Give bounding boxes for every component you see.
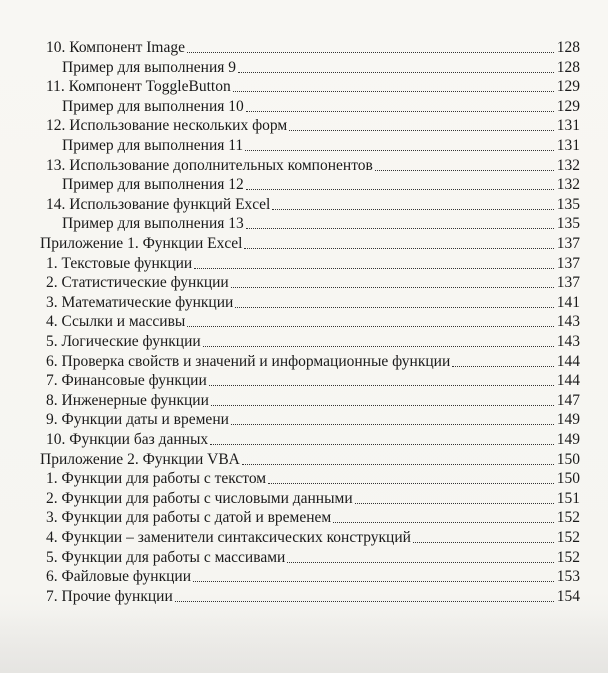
toc-entry-title: Пример для выполнения 9: [62, 58, 237, 76]
toc-entry: [46, 489, 580, 509]
toc-entry-page-number: 150: [556, 450, 580, 468]
toc-entry: [46, 410, 580, 430]
toc-entry: [46, 156, 580, 176]
toc-entry-page-number: 129: [556, 97, 580, 115]
toc-leader-dots: [246, 111, 554, 112]
toc-entry-page-number: 154: [556, 587, 580, 605]
toc-leader-dots: [355, 503, 554, 504]
toc-entry-title: Пример для выполнения 10: [62, 97, 244, 115]
toc-leader-dots: [211, 405, 554, 406]
toc-leader-dots: [246, 228, 554, 229]
toc-leader-dots: [244, 248, 554, 249]
toc-entry: [46, 371, 580, 391]
toc-entry-title: 4. Функции – заменители синтаксических конструкций: [46, 529, 411, 546]
toc-entry-title: 6. Файловые функции: [46, 568, 192, 586]
toc-entry-title: 9. Функции даты и времени: [46, 411, 229, 429]
toc-entry-page-number: 137: [556, 274, 580, 292]
page-bottom-shadow: [0, 610, 608, 673]
toc-leader-dots: [175, 601, 554, 602]
toc-entry: [40, 234, 580, 254]
toc-entry-page-number: 137: [556, 235, 580, 252]
toc-entry: [46, 116, 580, 136]
toc-entry: [62, 175, 580, 195]
toc-entry-page-number: 131: [556, 117, 580, 135]
toc-entry: [46, 254, 580, 274]
toc-entry-page-number: 149: [556, 411, 580, 429]
toc-leader-dots: [209, 385, 554, 386]
toc-entry-title: 5. Логические функции: [46, 333, 201, 350]
toc-entry: [46, 548, 580, 568]
toc-entry-page-number: 153: [556, 568, 580, 586]
toc-leader-dots: [235, 307, 554, 308]
toc-entry-page-number: 143: [556, 333, 580, 350]
toc-entry-page-number: 149: [556, 431, 580, 448]
toc-entry-page-number: 147: [556, 391, 580, 409]
toc-entry-title: Пример для выполнения 11: [62, 137, 244, 154]
toc-entry-page-number: 128: [556, 58, 580, 76]
toc-entry: [46, 38, 580, 58]
toc-leader-dots: [375, 170, 554, 171]
toc-leader-dots: [246, 189, 554, 190]
toc-leader-dots: [268, 483, 554, 484]
toc-leader-dots: [452, 366, 554, 367]
toc-entry-title: 13. Использование дополнительных компонентов: [46, 156, 373, 174]
toc-entry-page-number: 143: [556, 313, 580, 331]
toc-entry-title: 3. Математические функции: [46, 293, 234, 311]
toc-entry-title: 3. Функции для работы с датой и временем: [46, 509, 332, 527]
toc-entry-title: 2. Функции для работы с числовыми данными: [46, 489, 353, 507]
toc-entry-page-number: 132: [556, 156, 580, 174]
toc-entry-title: 7. Прочие функции: [46, 587, 173, 605]
toc-entry: [46, 567, 580, 587]
toc-entry-page-number: 150: [556, 470, 580, 488]
toc-entry: [40, 450, 580, 470]
toc-entry: [46, 508, 580, 528]
toc-entry: [46, 293, 580, 313]
toc-entry-page-number: 144: [556, 352, 580, 370]
toc-leader-dots: [203, 346, 554, 347]
toc-entry-title: 10. Функции баз данных: [46, 431, 209, 448]
toc-entry-page-number: 141: [556, 293, 580, 311]
toc-entry: [62, 58, 580, 78]
toc-entry-page-number: 152: [556, 548, 580, 566]
toc-leader-dots: [238, 72, 554, 73]
toc-leader-dots: [245, 150, 554, 151]
toc-leader-dots: [231, 424, 554, 425]
toc-entry-title: 2. Статистические функции: [46, 274, 229, 292]
toc-entry-title: Пример для выполнения 13: [62, 215, 244, 233]
toc-entry: [46, 195, 580, 215]
toc-entry: [46, 352, 580, 372]
toc-leader-dots: [231, 287, 554, 288]
toc-entry: [46, 469, 580, 489]
toc-entry: [46, 528, 580, 548]
toc-entry-page-number: 151: [556, 489, 580, 507]
toc-entry-title: 4. Ссылки и массивы: [46, 313, 186, 331]
toc-leader-dots: [272, 209, 554, 210]
toc-entry: [46, 430, 580, 450]
toc-leader-dots: [233, 91, 554, 92]
toc-entry: [46, 587, 580, 607]
toc-leader-dots: [413, 542, 554, 543]
toc-entry-title: 11. Компонент ToggleButton: [46, 78, 231, 96]
toc-entry-page-number: 152: [556, 509, 580, 527]
toc-entry: [62, 136, 580, 156]
toc-entry-title: 12. Использование нескольких форм: [46, 117, 288, 135]
toc-entry-page-number: 128: [556, 39, 580, 56]
toc-entry: [46, 312, 580, 332]
toc-entry-page-number: 152: [556, 529, 580, 546]
toc-leader-dots: [193, 581, 554, 582]
toc-entry-page-number: 137: [556, 254, 580, 272]
toc-entry-page-number: 144: [556, 372, 580, 390]
toc-leader-dots: [187, 326, 554, 327]
toc-entry-title: 1. Функции для работы с текстом: [46, 470, 267, 488]
toc-leader-dots: [333, 522, 554, 523]
toc-entry-title: Приложение 2. Функции VBA: [40, 450, 240, 468]
toc-entry: [62, 214, 580, 234]
toc-entry-title: 8. Инженерные функции: [46, 391, 209, 409]
toc-entry: [46, 77, 580, 97]
toc-entry-title: 1. Текстовые функции: [46, 254, 193, 272]
toc-leader-dots: [210, 444, 554, 445]
toc-entry-title: 7. Финансовые функции: [46, 372, 207, 390]
toc-entry: [46, 273, 580, 293]
toc-entry-title: Приложение 1. Функции Excel: [40, 235, 243, 252]
toc-leader-dots: [194, 268, 554, 269]
toc-leader-dots: [287, 562, 554, 563]
toc-leader-dots: [187, 52, 554, 53]
toc-entry-title: Пример для выполнения 12: [62, 176, 244, 194]
toc-entry-title: 5. Функции для работы с массивами: [46, 548, 286, 566]
toc-entry-page-number: 129: [556, 78, 580, 96]
toc-leader-dots: [242, 464, 554, 465]
toc-entry: [46, 391, 580, 411]
toc-entry-title: 10. Компонент Image: [46, 39, 185, 56]
toc-entry-page-number: 135: [556, 215, 580, 233]
toc-entry-title: 6. Проверка свойств и значений и информационные функции: [46, 352, 451, 370]
toc-entry-title: 14. Использование функций Excel: [46, 195, 271, 213]
toc-entry-page-number: 132: [556, 176, 580, 194]
toc-entry-page-number: 135: [556, 195, 580, 213]
toc-entry-page-number: 131: [556, 137, 580, 154]
toc-entry: [46, 332, 580, 352]
toc-entry: [62, 97, 580, 117]
toc-leader-dots: [289, 130, 554, 131]
